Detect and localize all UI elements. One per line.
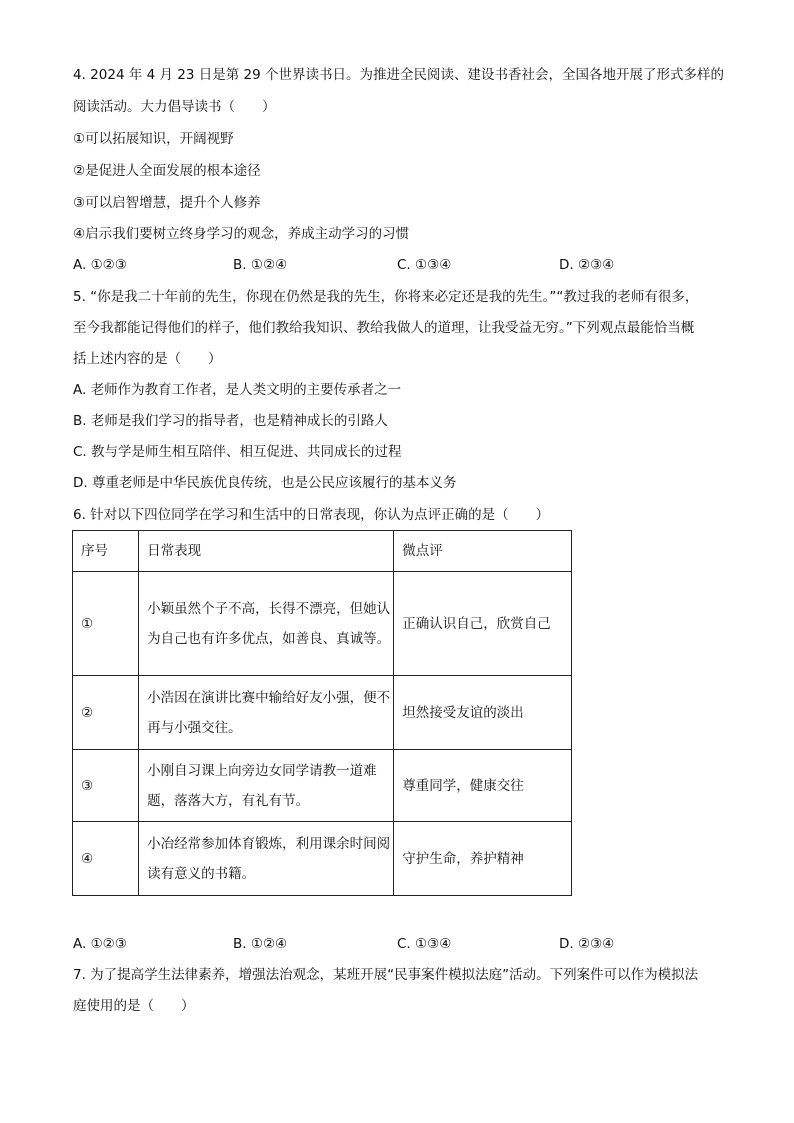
- q6-option-b[interactable]: B. ①②④: [233, 936, 288, 952]
- row-behavior: 小刚自习课上向旁边女同学请教一道难题，落落大方，有礼有节。: [139, 750, 394, 822]
- header-seq: 序号: [73, 531, 139, 572]
- row-comment: 守护生命，养护精神: [394, 822, 572, 896]
- q6-option-c[interactable]: C. ①③④: [397, 936, 452, 952]
- row-comment: 坦然接受友谊的淡出: [394, 676, 572, 750]
- table-row: [73, 676, 572, 750]
- row-seq: ③: [73, 750, 139, 822]
- q4-option-b[interactable]: B. ①②④: [233, 257, 288, 273]
- table-row: [73, 750, 572, 822]
- table-row: [73, 822, 572, 896]
- q4-stem-line1: 4. 2024 年 4 月 23 日是第 29 个世界读书日。为推进全民阅读、建设书香社会，全国各地开展了形式多样的: [73, 67, 725, 83]
- q4-item-3: ③可以启智增慧，提升个人修养: [73, 195, 261, 211]
- row-comment: 尊重同学，健康交往: [394, 750, 572, 822]
- q6-option-a[interactable]: A. ①②③: [73, 936, 127, 952]
- q6-options: [73, 935, 633, 953]
- q5-option-c[interactable]: C. 教与学是师生相互陪伴、相互促进、共同成长的过程: [73, 444, 402, 460]
- q5-stem-line1: 5. “你是我二十年前的先生，你现在仍然是我的先生，你将来必定还是我的先生。”“教过我的老师有很多，: [73, 289, 699, 305]
- row-comment: 正确认识自己，欣赏自己: [394, 572, 572, 676]
- q4-item-1: ①可以拓展知识，开阔视野: [73, 131, 234, 147]
- q5-stem-line2: 至今我都能记得他们的样子，他们教给我知识、教给我做人的道理，让我受益无穷。”下列观点最能恰当概: [73, 320, 695, 336]
- row-behavior: 小冶经常参加体育锻炼，利用课余时间阅读有意义的书籍。: [139, 822, 394, 896]
- q5-option-a[interactable]: A. 老师作为教育工作者，是人类文明的主要传承者之一: [73, 382, 402, 398]
- q6-option-d[interactable]: D. ②③④: [559, 936, 615, 952]
- row-seq: ④: [73, 822, 139, 896]
- q6-stem: 6. 针对以下四位同学在学习和生活中的日常表现，你认为点评正确的是（ ）: [73, 507, 550, 523]
- q5-option-d[interactable]: D. 尊重老师是中华民族优良传统，也是公民应该履行的基本义务: [73, 475, 457, 491]
- table-row: [73, 572, 572, 676]
- row-behavior: 小颖虽然个子不高，长得不漂亮，但她认为自己也有许多优点，如善良、真诚等。: [139, 572, 394, 676]
- q7-stem-line2: 庭使用的是（ ）: [73, 998, 195, 1014]
- q4-options: [73, 256, 633, 274]
- q4-option-a[interactable]: A. ①②③: [73, 257, 127, 273]
- q4-item-4: ④启示我们要树立终身学习的观念，养成主动学习的习惯: [73, 226, 410, 242]
- row-seq: ①: [73, 572, 139, 676]
- header-behavior: 日常表现: [139, 531, 394, 572]
- table-header-row: [73, 531, 572, 572]
- q4-item-2: ②是促进人全面发展的根本途径: [73, 163, 261, 179]
- row-behavior: 小浩因在演讲比赛中输给好友小强，便不再与小强交往。: [139, 676, 394, 750]
- q4-option-c[interactable]: C. ①③④: [397, 257, 452, 273]
- q7-stem-line1: 7. 为了提高学生法律素养，增强法治观念，某班开展“民事案件模拟法庭”活动。下列案件可以作为模拟法: [73, 967, 699, 983]
- q4-stem-line2: 阅读活动。大力倡导读书（ ）: [73, 99, 276, 115]
- q5-stem-line3: 括上述内容的是（ ）: [73, 351, 222, 367]
- q4-option-d[interactable]: D. ②③④: [559, 257, 615, 273]
- row-seq: ②: [73, 676, 139, 750]
- q5-option-b[interactable]: B. 老师是我们学习的指导者，也是精神成长的引路人: [73, 413, 388, 429]
- header-comment: 微点评: [394, 531, 572, 572]
- q6-table: [72, 530, 572, 896]
